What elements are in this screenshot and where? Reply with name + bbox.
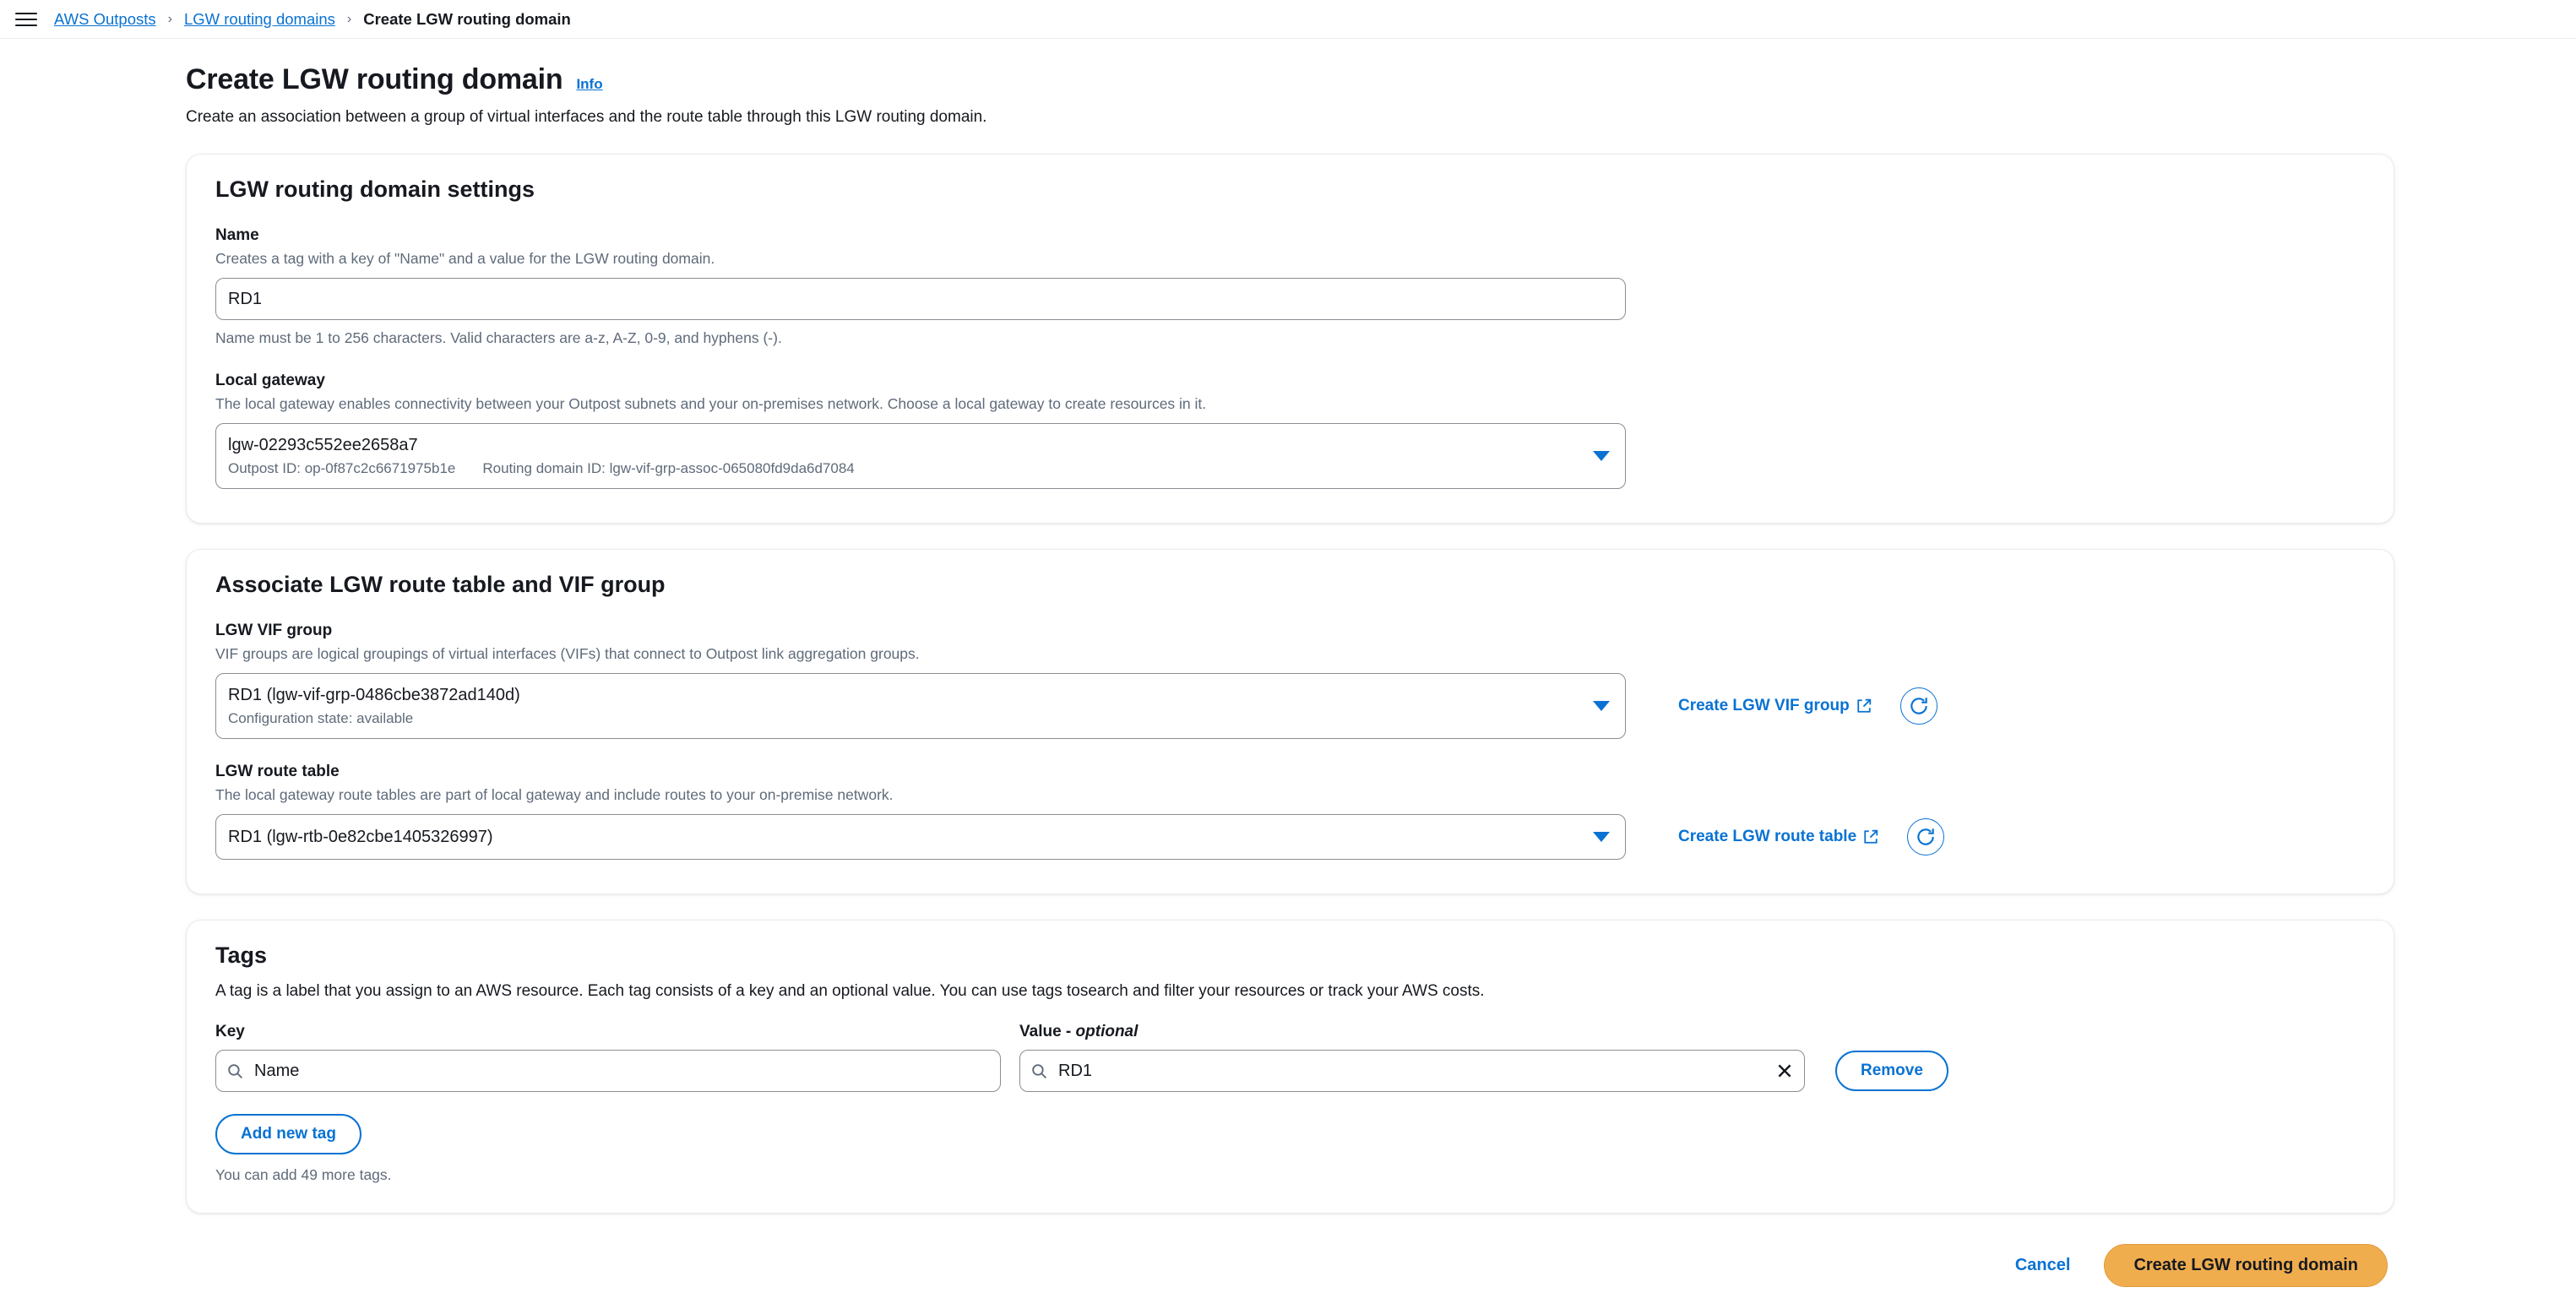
tags-key-header: Key xyxy=(215,1023,245,1040)
breadcrumb-item-lgw-routing-domains[interactable]: LGW routing domains xyxy=(183,9,335,28)
vif-group-description: VIF groups are logical groupings of virtual interfaces (VIFs) that connect to Outpost link aggregation groups. xyxy=(215,645,920,662)
external-link-icon xyxy=(1856,698,1872,714)
create-lgw-vif-group-link[interactable] xyxy=(1678,697,1872,715)
route-table-field xyxy=(215,761,2365,860)
route-table-select[interactable] xyxy=(215,814,1626,860)
local-gateway-label: Local gateway xyxy=(215,372,325,389)
create-lgw-route-table-label: Create LGW route table xyxy=(1678,828,1857,845)
name-label: Name xyxy=(215,226,259,244)
breadcrumb-bar xyxy=(0,0,2576,39)
external-link-icon xyxy=(1863,829,1878,845)
settings-card xyxy=(186,154,2394,524)
content-column xyxy=(182,62,2394,1287)
breadcrumb-item-current: Create LGW routing domain xyxy=(363,9,571,28)
route-table-label: LGW route table xyxy=(215,763,340,780)
tags-column-headers xyxy=(215,1023,2365,1041)
tag-key-input[interactable] xyxy=(215,1050,1001,1092)
create-lgw-routing-domain-button[interactable]: Create LGW routing domain xyxy=(2104,1244,2388,1287)
close-icon[interactable] xyxy=(1775,1062,1794,1080)
tag-value-input[interactable] xyxy=(1019,1050,1805,1092)
tags-value-header xyxy=(1019,1023,1823,1041)
page-body xyxy=(0,39,2576,1287)
name-field xyxy=(215,225,2365,348)
local-gateway-description: The local gateway enables connectivity between your Outpost subnets and your on-premises network. Choose a local gateway to create resources in it. xyxy=(215,395,1207,412)
tag-limit-text: You can add 49 more tags. xyxy=(215,1166,392,1183)
vif-group-select[interactable] xyxy=(215,673,1626,739)
tags-description: A tag is a label that you assign to an AWS resource. Each tag consists of a key and an optional value. You can use tags tosearch and filter your resources or track your AWS costs. xyxy=(215,982,1485,1000)
tag-row xyxy=(215,1050,2365,1092)
chevron-down-icon[interactable] xyxy=(1593,701,1610,711)
local-gateway-select[interactable] xyxy=(215,423,1626,489)
create-lgw-route-table-link[interactable] xyxy=(1678,828,1878,846)
local-gateway-routing-domain-id: Routing domain ID: lgw-vif-grp-assoc-065080fd9da6d7084 xyxy=(482,460,855,476)
search-icon xyxy=(226,1062,244,1080)
name-input[interactable]: RD1 xyxy=(215,278,1626,320)
tags-heading: Tags xyxy=(215,942,268,968)
route-table-selected-value: RD1 (lgw-rtb-0e82cbe1405326997) xyxy=(228,828,493,846)
page-header xyxy=(186,62,2394,96)
associate-heading: Associate LGW route table and VIF group xyxy=(215,572,666,597)
refresh-icon xyxy=(1908,695,1930,717)
cancel-button[interactable]: Cancel xyxy=(2012,1247,2074,1284)
associate-card xyxy=(186,549,2394,894)
hamburger-icon[interactable] xyxy=(15,10,37,29)
settings-heading: LGW routing domain settings xyxy=(215,177,535,202)
chevron-down-icon[interactable] xyxy=(1593,832,1610,842)
vif-group-config-state: Configuration state: available xyxy=(228,710,414,726)
page-description: Create an association between a group of virtual interfaces and the route table through this LGW routing domain. xyxy=(186,108,987,126)
info-link[interactable]: Info xyxy=(576,76,603,92)
breadcrumb-item-aws-outposts[interactable]: AWS Outposts xyxy=(54,9,156,28)
vif-group-selected-value: RD1 (lgw-vif-grp-0486cbe3872ad140d) xyxy=(228,686,520,704)
add-new-tag-button[interactable]: Add new tag xyxy=(215,1114,361,1154)
refresh-vif-group-button[interactable] xyxy=(1900,687,1937,725)
vif-group-label: LGW VIF group xyxy=(215,622,333,639)
tags-value-header-optional: optional xyxy=(1075,1023,1139,1040)
local-gateway-selected-meta xyxy=(228,459,1583,479)
tags-card xyxy=(186,920,2394,1214)
tags-value-header-main: Value - xyxy=(1019,1023,1072,1040)
name-description: Creates a tag with a key of "Name" and a value for the LGW routing domain. xyxy=(215,250,715,267)
create-lgw-vif-group-label: Create LGW VIF group xyxy=(1678,697,1850,714)
refresh-route-table-button[interactable] xyxy=(1907,818,1944,855)
tag-key-value: Name xyxy=(254,1061,300,1080)
vif-group-row xyxy=(215,664,2365,739)
local-gateway-outpost-id: Outpost ID: op-0f87c2c6671975b1e xyxy=(228,460,456,476)
refresh-icon xyxy=(1915,826,1937,848)
route-table-row xyxy=(215,805,2365,860)
search-icon xyxy=(1030,1062,1048,1080)
vif-group-selected-meta xyxy=(228,709,1583,729)
breadcrumb-separator-icon-2: › xyxy=(346,11,352,26)
vif-group-field xyxy=(215,620,2365,739)
form-actions xyxy=(186,1244,2394,1287)
breadcrumb-separator-icon: › xyxy=(167,11,172,26)
page-title: Create LGW routing domain xyxy=(186,63,563,95)
name-hint: Name must be 1 to 256 characters. Valid characters are a-z, A-Z, 0-9, and hyphens (-). xyxy=(215,329,782,346)
route-table-description: The local gateway route tables are part of local gateway and include routes to your on-premise network. xyxy=(215,786,894,803)
tag-value-value: RD1 xyxy=(1058,1061,1093,1080)
local-gateway-selected-value: lgw-02293c552ee2658a7 xyxy=(228,436,418,454)
remove-tag-button[interactable]: Remove xyxy=(1835,1051,1948,1091)
local-gateway-field xyxy=(215,370,2365,489)
chevron-down-icon[interactable] xyxy=(1593,451,1610,461)
